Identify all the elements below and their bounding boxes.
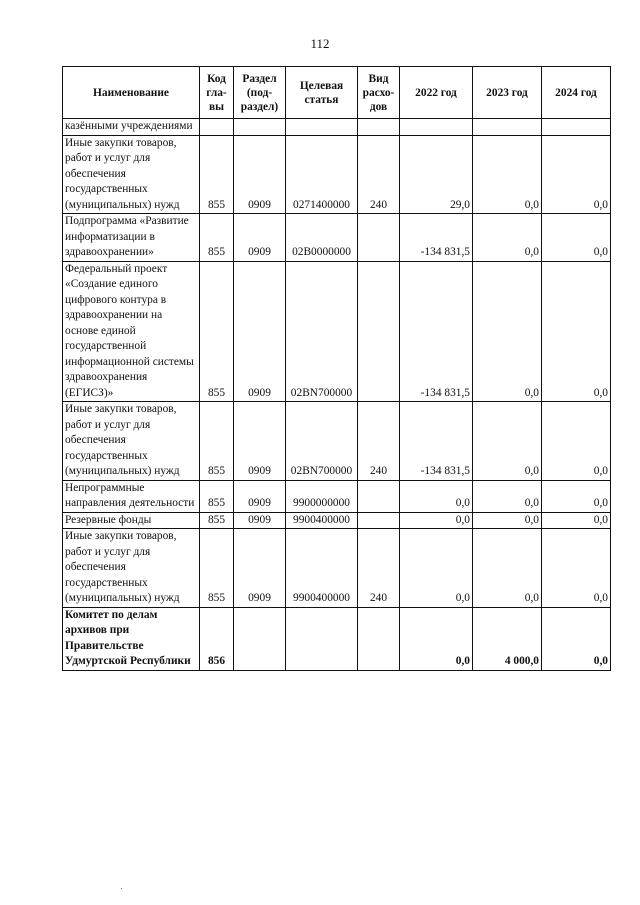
row-2022: 29,0	[400, 135, 473, 214]
row-2022: 0,0	[400, 480, 473, 512]
row-code: 855	[200, 214, 234, 262]
row-name: Иные закупки товаров, работ и услуг для обеспечения государственных (муниципальных) нужд	[63, 402, 200, 481]
row-name: Подпрограмма «Развитие информатизации в здравоохранении»	[63, 214, 200, 262]
row-2022: -134 831,5	[400, 402, 473, 481]
row-kind	[358, 480, 400, 512]
row-article: 9900400000	[286, 529, 358, 608]
row-2022: 0,0	[400, 512, 473, 529]
row-kind: 240	[358, 402, 400, 481]
row-kind	[358, 119, 400, 136]
row-name: Федеральный проект «Создание единого цифрового контура в здравоохранении на основе единой государственной информационной системы здравоохранения (ЕГИСЗ)»	[63, 261, 200, 402]
row-2023: 0,0	[473, 480, 542, 512]
row-2023: 4 000,0	[473, 607, 542, 670]
row-article: 9900000000	[286, 480, 358, 512]
row-article	[286, 607, 358, 670]
row-kind: 240	[358, 135, 400, 214]
row-2022: 0,0	[400, 529, 473, 608]
row-name: Иные закупки товаров, работ и услуг для обеспечения государственных (муниципальных) нужд	[63, 135, 200, 214]
header-code: Код гла-вы	[200, 67, 234, 119]
table-row	[63, 261, 611, 402]
row-2023: 0,0	[473, 135, 542, 214]
row-2023	[473, 119, 542, 136]
row-2024: 0,0	[542, 261, 611, 402]
row-2023: 0,0	[473, 214, 542, 262]
row-code: 856	[200, 607, 234, 670]
table-row	[63, 607, 611, 670]
header-2022: 2022 год	[400, 67, 473, 119]
row-code: 855	[200, 480, 234, 512]
header-article: Целевая статья	[286, 67, 358, 119]
row-code	[200, 119, 234, 136]
row-2022: -134 831,5	[400, 214, 473, 262]
row-2023: 0,0	[473, 261, 542, 402]
budget-table	[62, 66, 611, 671]
row-kind	[358, 261, 400, 402]
row-2024: 0,0	[542, 480, 611, 512]
row-2022: -134 831,5	[400, 261, 473, 402]
row-2024: 0,0	[542, 214, 611, 262]
row-article: 0271400000	[286, 135, 358, 214]
row-2024: 0,0	[542, 512, 611, 529]
row-2024: 0,0	[542, 402, 611, 481]
row-section: 0909	[234, 261, 286, 402]
table-row	[63, 119, 611, 136]
header-2024: 2024 год	[542, 67, 611, 119]
row-section	[234, 119, 286, 136]
row-section: 0909	[234, 135, 286, 214]
page-number: 112	[310, 36, 330, 51]
row-kind	[358, 214, 400, 262]
row-kind	[358, 512, 400, 529]
row-name: Комитет по делам архивов при Правительстве Удмуртской Республики	[63, 607, 200, 670]
row-name: Резервные фонды	[63, 512, 200, 529]
header-section: Раздел (под-раздел)	[234, 67, 286, 119]
row-article: 9900400000	[286, 512, 358, 529]
row-name: Непрограммные направления деятельности	[63, 480, 200, 512]
row-2024: 0,0	[542, 529, 611, 608]
row-section	[234, 607, 286, 670]
row-2024	[542, 119, 611, 136]
row-section: 0909	[234, 529, 286, 608]
row-code: 855	[200, 261, 234, 402]
row-name: казёнными учреждениями	[63, 119, 200, 136]
row-2023: 0,0	[473, 512, 542, 529]
table-row	[63, 512, 611, 529]
row-code: 855	[200, 512, 234, 529]
row-article: 02ВN700000	[286, 402, 358, 481]
header-row	[63, 67, 611, 119]
row-code: 855	[200, 402, 234, 481]
row-section: 0909	[234, 402, 286, 481]
row-2023: 0,0	[473, 402, 542, 481]
row-name: Иные закупки товаров, работ и услуг для обеспечения государственных (муниципальных) нужд	[63, 529, 200, 608]
row-section: 0909	[234, 480, 286, 512]
header-2023: 2023 год	[473, 67, 542, 119]
row-article: 02ВN700000	[286, 261, 358, 402]
row-section: 0909	[234, 214, 286, 262]
table-row	[63, 480, 611, 512]
header-kind: Вид расхо-дов	[358, 67, 400, 119]
table-row	[63, 402, 611, 481]
row-article	[286, 119, 358, 136]
table-row	[63, 135, 611, 214]
row-2022	[400, 119, 473, 136]
row-kind	[358, 607, 400, 670]
row-2024: 0,0	[542, 607, 611, 670]
row-2022: 0,0	[400, 607, 473, 670]
table-row	[63, 529, 611, 608]
row-kind: 240	[358, 529, 400, 608]
row-code: 855	[200, 529, 234, 608]
row-article: 02В0000000	[286, 214, 358, 262]
header-name: Наименование	[63, 67, 200, 119]
row-2023: 0,0	[473, 529, 542, 608]
scan-speck	[121, 888, 122, 889]
row-2024: 0,0	[542, 135, 611, 214]
row-code: 855	[200, 135, 234, 214]
table-row	[63, 214, 611, 262]
row-section: 0909	[234, 512, 286, 529]
